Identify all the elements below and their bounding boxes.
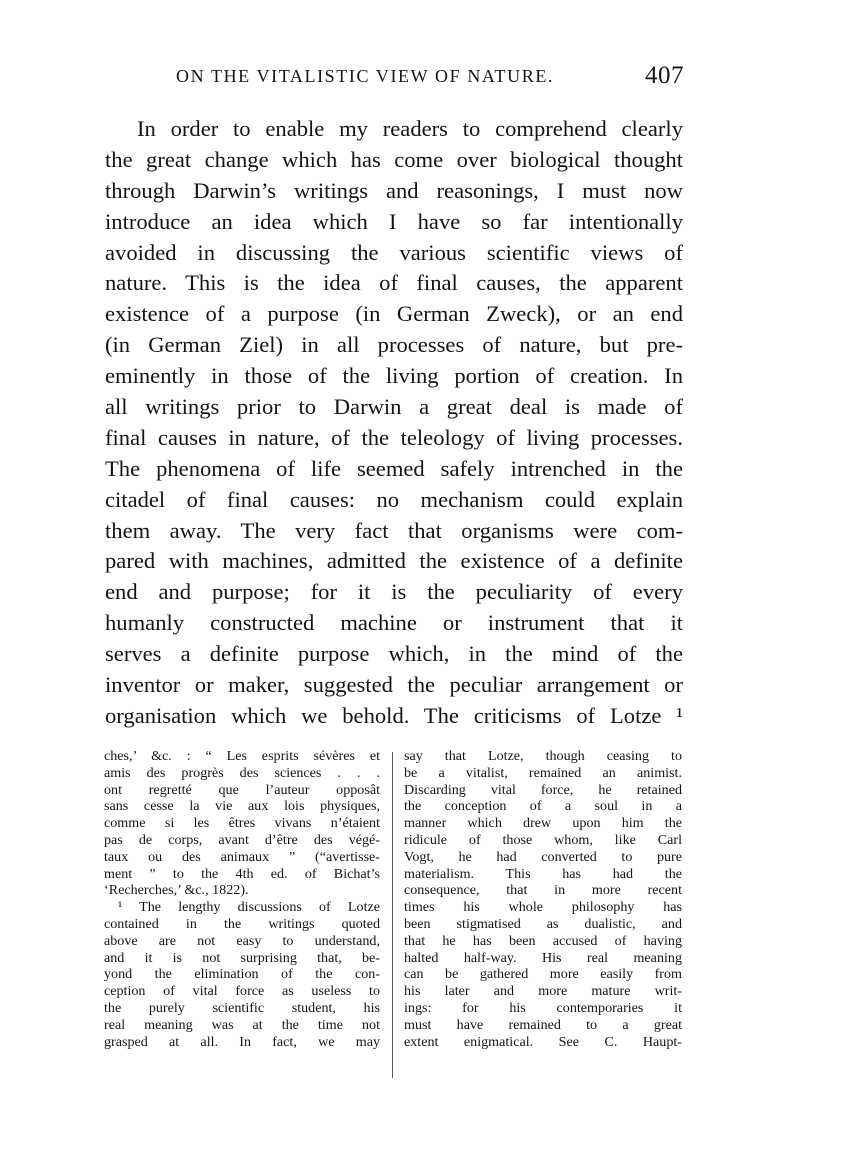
footnote-line: ridicule of those whom, like Carl (404, 831, 682, 848)
footnote-line: can be gathered more easily from (404, 966, 682, 983)
footnote-line: ception of vital force as useless to (104, 983, 380, 1000)
body-line: all writings prior to Darwin a great deal is made of (105, 394, 683, 420)
footnote-line: say that Lotze, though ceasing to (404, 748, 682, 764)
footnotes (104, 748, 682, 1083)
body-line: them away. The very fact that organisms were com- (105, 517, 683, 543)
footnote-line: the conception of a soul in a (404, 798, 682, 815)
footnote-line: be a vitalist, remained an animist. (404, 764, 682, 781)
footnote-line: contained in the writings quoted (104, 915, 380, 932)
footnote-line: pas de corps, avant d’être des végé- (104, 831, 380, 848)
footnote-line: the purely scientific student, his (104, 999, 380, 1016)
body-line: serves a definite purpose which, in the mind of the (105, 641, 683, 667)
running-head: ON THE VITALISTIC VIEW OF NATURE. (176, 66, 555, 86)
body-line: humanly constructed machine or instrument that it (105, 610, 683, 636)
footnote-line: ings: for his contemporaries it (404, 999, 682, 1016)
body-line: end and purpose; for it is the peculiarity of every (105, 579, 683, 605)
footnote-line: and it is not surprising that, be- (104, 949, 380, 966)
footnote-line: grasped at all. In fact, we may (104, 1033, 380, 1050)
footnote-line: manner which drew upon him the (404, 815, 682, 832)
page-number: 407 (645, 62, 684, 89)
body-line: citadel of final causes: no mechanism could explain (105, 486, 683, 512)
footnote-line: Vogt, he had converted to pure (404, 848, 682, 865)
body-line: introduce an idea which I have so far intentionally (105, 208, 683, 234)
body-line: pared with machines, admitted the existence of a definite (105, 548, 683, 574)
footnote-line: yond the elimination of the con- (104, 966, 380, 983)
body-paragraph (105, 114, 683, 732)
body-line: avoided in discussing the various scientific views of (105, 239, 683, 265)
footnote-line: sans cesse la vie aux lois physiques, (104, 798, 380, 815)
footnote-line: consequence, that in more recent (404, 882, 682, 899)
body-line: nature. This is the idea of final causes, the apparent (105, 270, 683, 296)
footnote-line: that he has been accused of having (404, 932, 682, 949)
footnote-line: ‘Recherches,’ &c., 1822). (104, 882, 249, 899)
body-line: eminently in those of the living portion of creation. In (105, 363, 683, 389)
body-line: inventor or maker, suggested the peculiar arrangement or (105, 672, 683, 698)
footnote-column-right (404, 748, 682, 1050)
page-header (176, 62, 686, 92)
footnote-line: ment ” to the 4th ed. of Bichat’s (104, 865, 380, 882)
body-line: (in German Ziel) in all processes of nature, but pre- (105, 332, 683, 358)
footnote-line: ont regretté que l’auteur opposât (104, 781, 380, 798)
footnote-line: above are not easy to understand, (104, 932, 380, 949)
footnote-line: must have remained to a great (404, 1016, 682, 1033)
body-line: organisation which we behold. The criticisms of Lotze ¹ (105, 702, 683, 728)
footnote-line: materialism. This has had the (404, 865, 682, 882)
footnote-column-divider (392, 752, 393, 1078)
body-line: In order to enable my readers to comprehend clearly (137, 116, 683, 141)
body-line: The phenomena of life seemed safely intrenched in the (105, 455, 683, 481)
body-line: through Darwin’s writings and reasonings, I must now (105, 177, 683, 203)
footnote-line: been stigmatised as dualistic, and (404, 915, 682, 932)
body-line: existence of a purpose (in German Zweck), or an end (105, 301, 683, 327)
footnote-line: comme si les êtres vivans n’étaient (104, 815, 380, 832)
footnote-line: ¹ The lengthy discussions of Lotze (118, 899, 380, 916)
footnote-line: extent enigmatical. See C. Haupt- (404, 1033, 682, 1050)
footnote-line: ches,’ &c. : “ Les esprits sévères et (104, 748, 380, 764)
footnote-line: amis des progrès des sciences . . . (104, 764, 380, 781)
footnote-line: Discarding vital force, he retained (404, 781, 682, 798)
body-line: final causes in nature, of the teleology of living processes. (105, 424, 683, 450)
footnote-line: real meaning was at the time not (104, 1016, 380, 1033)
footnote-line: halted half-way. His real meaning (404, 949, 682, 966)
footnote-line: times his whole philosophy has (404, 899, 682, 916)
footnote-line: his later and more mature writ- (404, 983, 682, 1000)
footnote-column-left (104, 748, 380, 1050)
body-line: the great change which has come over biological thought (105, 146, 683, 172)
footnote-line: taux ou des animaux ” (“avertisse- (104, 848, 380, 865)
